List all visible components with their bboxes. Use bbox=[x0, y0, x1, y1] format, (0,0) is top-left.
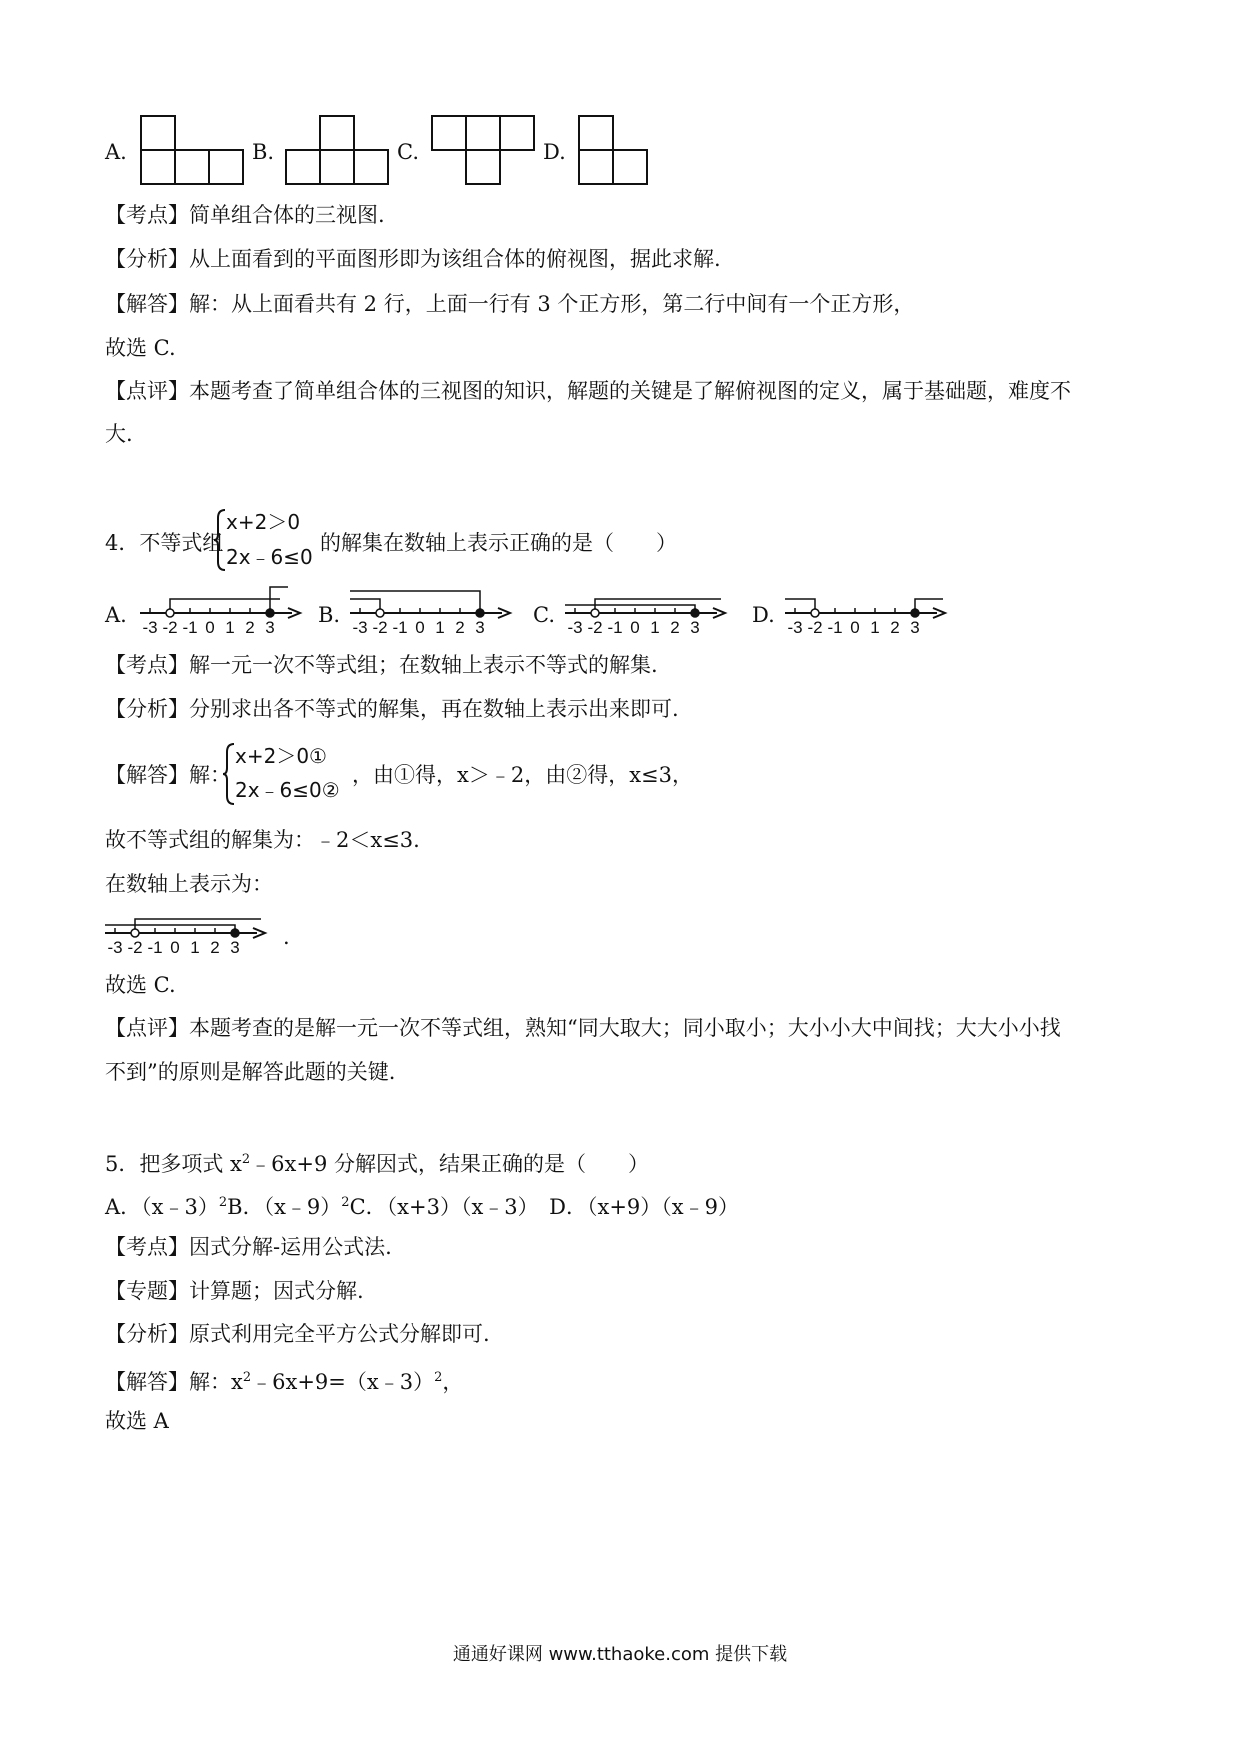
open-dot bbox=[131, 929, 139, 937]
tick-label: 2 bbox=[670, 618, 680, 637]
q4-dianping-line1: 【点评】本题考查的是解一元一次不等式组，熟知“同大取大；同小取小；大小小大中间找；大大小小找 bbox=[105, 1016, 1061, 1040]
tick-label: -1 bbox=[182, 618, 198, 637]
tick-label: -2 bbox=[372, 618, 388, 637]
tick-label: 3 bbox=[910, 618, 920, 637]
closed-dot bbox=[911, 609, 919, 617]
q4-stem-inequality-1: x+2＞0 bbox=[226, 510, 301, 534]
q5-kaodian: 【考点】因式分解-运用公式法. bbox=[105, 1235, 392, 1259]
tick-label: -2 bbox=[162, 618, 178, 637]
tick-label: 1 bbox=[435, 618, 445, 637]
open-dot bbox=[376, 609, 384, 617]
q4-option-a-label: A. bbox=[105, 603, 127, 627]
tick-label: 1 bbox=[225, 618, 235, 637]
tick-label: 1 bbox=[870, 618, 880, 637]
q3-option-c-figure bbox=[431, 115, 535, 185]
ray-left bbox=[785, 599, 815, 613]
q4-stem-inequality-2: 2x﹣6≤0 bbox=[226, 545, 313, 569]
tick-label: 0 bbox=[850, 618, 860, 637]
tick-label: 3 bbox=[690, 618, 700, 637]
q4-option-c-numberline bbox=[565, 585, 750, 640]
q5-answer: 故选 A bbox=[105, 1409, 169, 1433]
q4-answer: 故选 C. bbox=[105, 973, 176, 997]
tick-label: -2 bbox=[127, 938, 143, 957]
q4-option-a-numberline bbox=[140, 585, 310, 640]
tick-label: 0 bbox=[415, 618, 425, 637]
q3-option-c-label: C. bbox=[397, 140, 419, 164]
tick-label: -1 bbox=[607, 618, 623, 637]
ray-right bbox=[135, 919, 261, 933]
open-dot bbox=[811, 609, 819, 617]
tick-label: 3 bbox=[265, 618, 275, 637]
tick-label: 3 bbox=[475, 618, 485, 637]
q4-option-b-label: B. bbox=[318, 603, 341, 627]
tick-label: 1 bbox=[650, 618, 660, 637]
ray-right bbox=[595, 599, 721, 613]
q4-dianping-line2: 不到”的原则是解答此题的关键. bbox=[105, 1060, 396, 1084]
q4-stem-suffix: 的解集在数轴上表示正确的是（ ） bbox=[320, 531, 677, 555]
q4-solution-set: 故不等式组的解集为：﹣2＜x≤3. bbox=[105, 828, 420, 852]
q5-fenxi: 【分析】原式利用完全平方公式分解即可. bbox=[105, 1322, 490, 1346]
q3-option-d-label: D. bbox=[543, 140, 566, 164]
q3-dianping-line1: 【点评】本题考查了简单组合体的三视图的知识，解题的关键是了解俯视图的定义，属于基础题，难度不 bbox=[105, 379, 1071, 403]
tick-label: 0 bbox=[170, 938, 180, 957]
ray-right bbox=[170, 599, 280, 613]
closed-dot bbox=[691, 609, 699, 617]
q3-option-b-label: B. bbox=[252, 140, 275, 164]
tick-label: -1 bbox=[147, 938, 163, 957]
q3-fenxi: 【分析】从上面看到的平面图形即为该组合体的俯视图，据此求解. bbox=[105, 247, 721, 271]
q4-stem-brace bbox=[213, 508, 227, 572]
q4-answer-period: . bbox=[283, 925, 290, 949]
tick-label: 2 bbox=[455, 618, 465, 637]
q5-option-c-d: C．（x+3）（x﹣3） D．（x+9）（x﹣9） bbox=[349, 1195, 739, 1219]
q4-option-d-label: D. bbox=[752, 603, 775, 627]
open-dot bbox=[166, 609, 174, 617]
tick-label: -2 bbox=[587, 618, 603, 637]
q4-stem-prefix: 4．不等式组 bbox=[105, 531, 224, 555]
ray-left bbox=[350, 599, 380, 613]
q4-jieda-inequality-1: x+2＞0① bbox=[235, 744, 327, 768]
q5-jieda: 【解答】解：$x^2﹣6x+9=(x﹣3)^2$， bbox=[105, 1370, 464, 1394]
q5-options bbox=[105, 1188, 739, 1222]
q4-option-b-numberline bbox=[350, 585, 520, 640]
tick-label: -3 bbox=[107, 938, 123, 957]
q4-jieda-prefix: 【解答】解： bbox=[105, 763, 231, 787]
q4-fenxi: 【分析】分别求出各不等式的解集，再在数轴上表示出来即可. bbox=[105, 697, 679, 721]
q3-dianping-line2: 大. bbox=[105, 422, 133, 446]
q3-jieda: 【解答】解：从上面看共有 2 行，上面一行有 3 个正方形，第二行中间有一个正方形， bbox=[105, 292, 915, 316]
tick-label: 0 bbox=[205, 618, 215, 637]
tick-label: -3 bbox=[352, 618, 368, 637]
q4-option-d-numberline bbox=[785, 585, 960, 640]
tick-label: -3 bbox=[787, 618, 803, 637]
tick-label: -1 bbox=[827, 618, 843, 637]
q4-answer-numberline bbox=[105, 905, 285, 960]
closed-dot bbox=[476, 609, 484, 617]
q5-option-a: A．（x﹣3）$^2$ bbox=[105, 1195, 228, 1219]
q3-option-a-figure bbox=[140, 115, 244, 185]
q4-option-c-label: C. bbox=[533, 603, 555, 627]
tick-label: -3 bbox=[142, 618, 158, 637]
q5-zhuanti: 【专题】计算题；因式分解. bbox=[105, 1279, 364, 1303]
q5-stem: 5．把多项式 $x^2﹣6x+9$ 分解因式，结果正确的是（ ） bbox=[105, 1152, 650, 1176]
tick-label: 3 bbox=[230, 938, 240, 957]
tick-label: -1 bbox=[392, 618, 408, 637]
tick-label: -2 bbox=[807, 618, 823, 637]
tick-label: 2 bbox=[245, 618, 255, 637]
tick-label: 1 bbox=[190, 938, 200, 957]
q3-answer: 故选 C. bbox=[105, 336, 176, 360]
tick-label: -3 bbox=[567, 618, 583, 637]
q4-jieda-brace bbox=[222, 742, 236, 806]
q3-option-a-label: A. bbox=[105, 140, 127, 164]
q4-kaodian: 【考点】解一元一次不等式组；在数轴上表示不等式的解集. bbox=[105, 653, 658, 677]
q4-numberline-intro: 在数轴上表示为： bbox=[105, 872, 273, 896]
closed-dot bbox=[266, 609, 274, 617]
q4-jieda-inequality-2: 2x﹣6≤0② bbox=[235, 778, 340, 802]
open-dot bbox=[591, 609, 599, 617]
tick-label: 2 bbox=[890, 618, 900, 637]
q3-kaodian: 【考点】简单组合体的三视图. bbox=[105, 203, 385, 227]
q4-jieda-suffix: ，由①得，x＞﹣2，由②得，x≤3， bbox=[352, 763, 694, 787]
tick-label: 2 bbox=[210, 938, 220, 957]
q3-option-d-figure bbox=[578, 115, 648, 185]
q3-option-b-figure bbox=[285, 115, 389, 185]
tick-label: 0 bbox=[630, 618, 640, 637]
q5-option-b: B．（x﹣9）$^2$ bbox=[227, 1195, 350, 1219]
closed-dot bbox=[231, 929, 239, 937]
page-footer: 通通好课网 www.tthaoke.com 提供下载 bbox=[452, 1644, 788, 1665]
